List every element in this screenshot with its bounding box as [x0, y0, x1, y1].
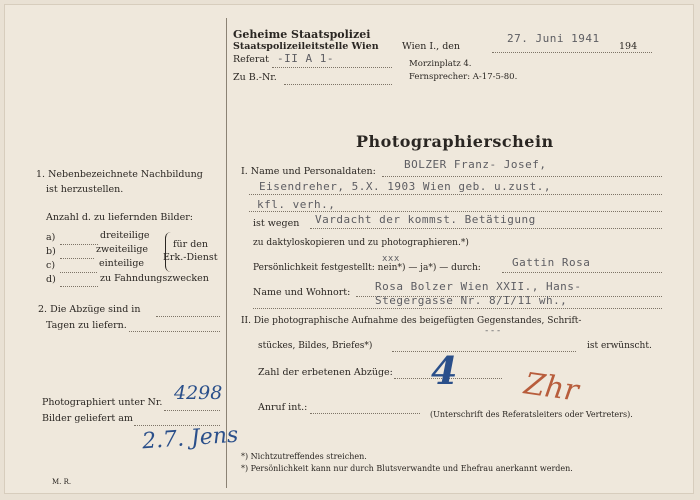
ident-typed: Gattin Rosa [512, 256, 591, 269]
section2-mark: --- [484, 326, 502, 336]
personal-line3: kfl. verh., [257, 198, 336, 211]
wegen-label: ist wegen [253, 218, 300, 229]
option-d-line [60, 286, 98, 287]
signature: Zhr [521, 366, 581, 409]
brace-label-1: für den [173, 239, 209, 250]
count-label: Anzahl d. zu liefernden Bilder: [46, 212, 193, 223]
section2-line2-rule [392, 351, 576, 352]
form-title: Photographierschein [356, 132, 554, 151]
personal-line2: Eisendreher, 5.X. 1903 Wien geb. u.zust., [259, 180, 552, 193]
photographed-label: Photographiert unter Nr. [42, 397, 163, 408]
personal-line3-rule [249, 211, 662, 212]
delivered-handwritten: 2.7. Jens [141, 422, 240, 455]
item1-line1: 1. Nebenbezeichnete Nachbildung [36, 169, 203, 180]
name-typed: BOLZER Franz- Josef, [404, 158, 547, 171]
referat-value: -II A 1- [277, 52, 334, 65]
item2-line2: Tagen zu liefern. [46, 320, 127, 331]
abzuege-label: Zahl der erbetenen Abzüge: [258, 367, 393, 378]
item2-days-line-2 [129, 331, 220, 332]
name-line [382, 176, 662, 177]
option-a-letter: a) [46, 232, 56, 243]
item1-line2: ist herzustellen. [46, 184, 124, 195]
addr-line-2 [253, 308, 662, 309]
option-b-text: zweiteilige [96, 244, 149, 255]
footnote-1: *) Nichtzutreffendes streichen. [241, 452, 367, 461]
photographierschein-form [4, 4, 694, 494]
footnote-2: *) Persönlichkeit kann nur durch Blutsverwandte und Ehefrau anerkannt werden. [241, 464, 573, 473]
zu-bnr-label: Zu B.-Nr. [233, 72, 277, 83]
option-c-text: einteilige [99, 258, 145, 269]
year-printed: 194 [619, 41, 638, 52]
anruf-line [310, 413, 420, 414]
photographed-line [164, 410, 220, 411]
option-c-letter: c) [46, 260, 56, 271]
column-divider [226, 18, 227, 488]
delivered-label: Bilder geliefert am [42, 413, 133, 424]
option-b-line [60, 258, 94, 259]
initials: M. R. [52, 478, 72, 486]
item2-days-line [156, 316, 220, 317]
dakty-label: zu daktyloskopieren und zu photographieren.*) [253, 238, 469, 248]
addr-typed-2: Stegergasse Nr. 8/I/11 wh., [375, 294, 568, 307]
photographed-number: 4298 [174, 382, 223, 404]
brace-label-2: Erk.-Dienst [163, 252, 218, 263]
section2-line1: II. Die photographische Aufnahme des beigefügten Gegenstandes, Schrift- [241, 316, 582, 326]
agency-name: Geheime Staatspolizei [233, 28, 371, 41]
phone-text: Fernsprecher: A-17-5-80. [409, 72, 518, 82]
personal-line2-rule [249, 194, 662, 195]
place-label: Wien I., den [402, 41, 461, 52]
item2-line1: 2. Die Abzüge sind in [38, 304, 141, 315]
section2-line2-b: ist erwünscht. [587, 341, 652, 351]
option-a-text: dreiteilige [100, 230, 150, 241]
office-name: Staatspolizeileitstelle Wien [233, 41, 379, 52]
option-a-line [60, 244, 98, 245]
zu-bnr-line [284, 84, 392, 85]
signature-caption: (Unterschrift des Referatsleiters oder Vertreters). [430, 410, 633, 419]
option-c-line [60, 272, 97, 273]
referat-label: Referat [233, 54, 269, 65]
option-b-letter: b) [46, 246, 56, 257]
section2-line2-a: stückes, Bildes, Briefes*) [258, 341, 373, 351]
date-line [492, 52, 652, 53]
ident-line [502, 272, 662, 273]
referat-line [272, 67, 392, 68]
reason-typed: Vardacht der kommst. Betätigung [315, 213, 536, 226]
ident-strike: xxx [382, 254, 400, 264]
addr-typed-1: Rosa Bolzer Wien XXII., Hans- [375, 280, 582, 293]
section1-label: I. Name und Personaldaten: [241, 166, 376, 177]
abzuege-value: 4 [431, 348, 458, 393]
ident-label: Persönlichkeit festgestellt: nein*) — ja*) — durch: [253, 263, 481, 273]
date-typed: 27. Juni 1941 [507, 32, 600, 45]
addr-label: Name und Wohnort: [253, 287, 351, 298]
option-d-text: zu Fahndungszwecken [100, 273, 209, 284]
anruf-label: Anruf int.: [258, 402, 308, 413]
address-text: Morzinplatz 4. [409, 59, 472, 69]
option-d-letter: d) [46, 274, 56, 285]
reason-line [310, 228, 662, 229]
